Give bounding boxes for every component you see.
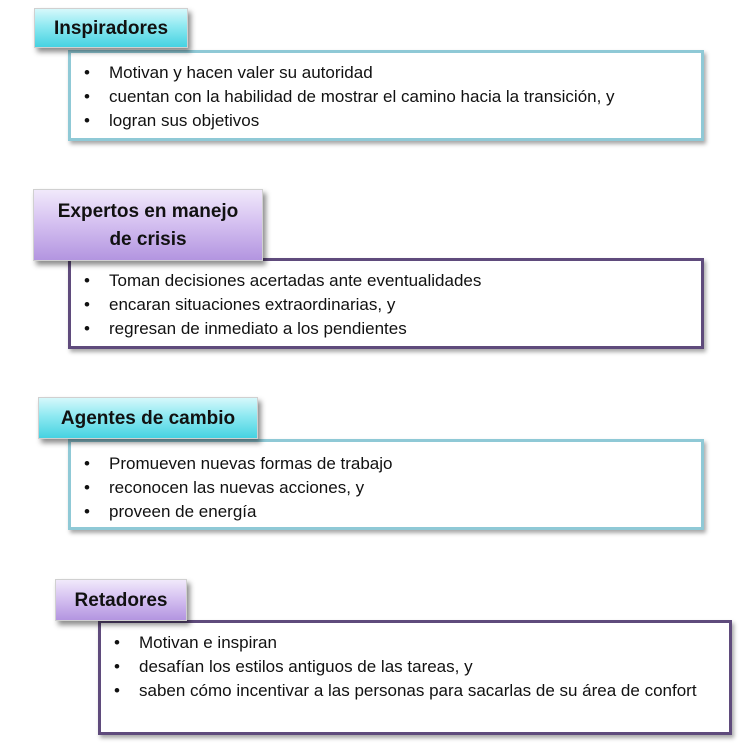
list-item: • reconocen las nuevas acciones, y [71, 476, 701, 500]
retadores-label: Retadores [55, 579, 187, 621]
expertos-list [71, 269, 701, 341]
bullet: • [114, 633, 120, 652]
list-item: • regresan de inmediato a los pendientes [71, 317, 701, 341]
retadores-list [101, 631, 709, 703]
list-item: • Promueven nuevas formas de trabajo [71, 452, 701, 476]
list-item: • Toman decisiones acertadas ante eventualidades [71, 269, 701, 293]
list-item: • proveen de energía [71, 500, 701, 524]
bullet: • [84, 454, 90, 473]
retadores-box [98, 620, 732, 735]
bullet: • [84, 271, 90, 290]
bullet: • [84, 319, 90, 338]
bullet: • [114, 657, 120, 676]
bullet: • [84, 87, 90, 106]
list-item: • logran sus objetivos [71, 109, 701, 133]
bullet: • [84, 502, 90, 521]
agentes-list [71, 452, 701, 524]
agentes-label: Agentes de cambio [38, 397, 258, 439]
list-item: • cuentan con la habilidad de mostrar el camino hacia la transición, y [71, 85, 701, 109]
expertos-box [68, 258, 704, 349]
inspiradores-label: Inspiradores [34, 8, 188, 48]
list-item: • saben cómo incentivar a las personas para sacarlas de su área de confort [101, 679, 709, 703]
list-item: • Motivan e inspiran [101, 631, 709, 655]
bullet: • [114, 681, 120, 700]
bullet: • [84, 111, 90, 130]
bullet: • [84, 63, 90, 82]
bullet: • [84, 478, 90, 497]
inspiradores-list [71, 61, 701, 133]
list-item: • desafían los estilos antiguos de las tareas, y [101, 655, 709, 679]
agentes-box [68, 439, 704, 530]
expertos-label: Expertos en manejo de crisis [33, 189, 263, 261]
bullet: • [84, 295, 90, 314]
list-item: • encaran situaciones extraordinarias, y [71, 293, 701, 317]
inspiradores-box [68, 50, 704, 141]
list-item: • Motivan y hacen valer su autoridad [71, 61, 701, 85]
